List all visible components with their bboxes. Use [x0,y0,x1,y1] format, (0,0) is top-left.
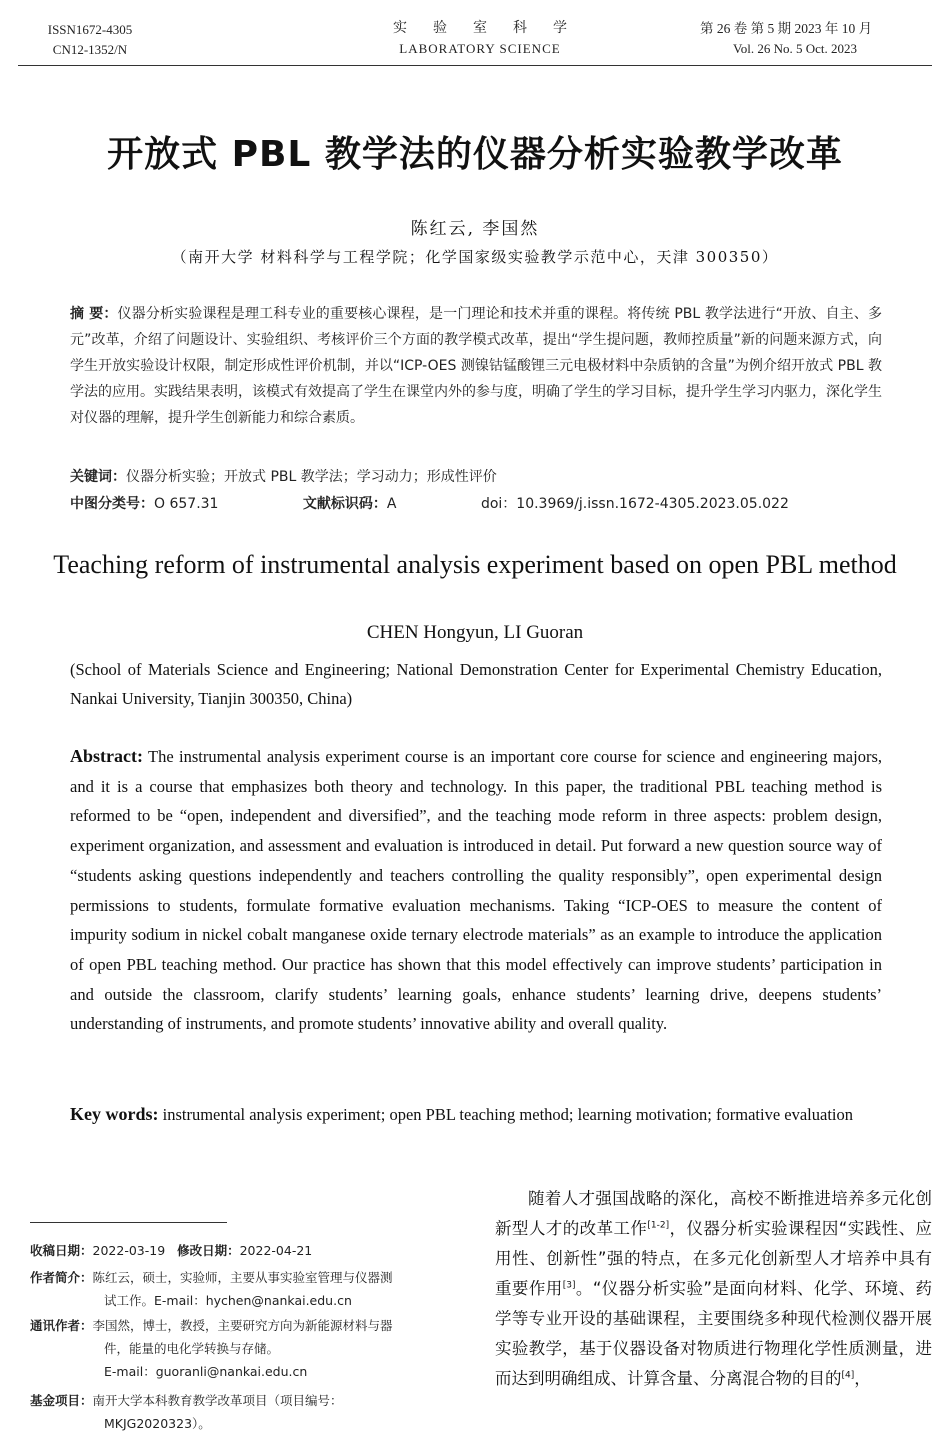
abstract-cn-text: 仪器分析实验课程是理工科专业的重要核心课程，是一门理论和技术并重的课程。将传统 PBL 教学法进行“开放、自主、多元”改革，介绍了问题设计、实验组织、考核评价三个方面的教学模式改革，提出“学生提问题，教师控质量”新的问题来源方式，向学生开放实验设计权限，制定形成性评价机制，并以“ICP-OES 测镍钴锰酸锂三元电极材料中杂质钠的含量”为例介绍开放式 PBL 教学法的应用。实践结果表明，该模式有效提高了学生在课堂内外的参与度，明确了学生的学习目标，提升学生学习内驱力，深化学生对仪器的理解，提升学生创新能力和综合素质。 [70,306,882,426]
journal-ids [38,20,142,60]
issue-info [700,19,930,59]
body-paragraph [495,1184,932,1394]
keywords-en-text: instrumental analysis experiment; open PBL teaching method; learning motivation; formative evaluation [158,1105,854,1124]
received-date: 2022-03-19 [92,1243,166,1258]
corr-line-1: 李国然，博士，教授，主要研究方向为新能源材料与器 [92,1318,393,1333]
corr-line-2: 件，能量的电化学转换与存储。 [104,1341,280,1356]
journal-name-cn: 实验室科学 [393,21,593,36]
keywords-cn-text: 仪器分析实验；开放式 PBL 教学法；学习动力；形成性评价 [126,469,497,485]
keywords-cn-label: 关键词： [70,469,126,485]
bio-label: 作者简介： [30,1270,93,1285]
fund-label: 基金项目： [30,1393,93,1408]
bio-line-1: 陈红云，硕士，实验师，主要从事实验室管理与仪器测 [92,1270,393,1285]
fund-line-1: 南开大学本科教育教学改革项目（项目编号： [92,1393,343,1408]
keywords-en [70,1100,882,1130]
affiliation-en: (School of Materials Science and Engineering; National Demonstration Center for Experimental Chemistry Education, Nankai University, Tianjin 300350, China) [70,660,882,708]
abstract-cn-label: 摘 要： [70,306,118,322]
citation-ref: [4] [841,1370,855,1381]
body-text-1: 随着人才强国战略的深化，高校不断推进培养多元化创新型人才的改革工作 [495,1189,932,1238]
cn-number: CN12-1352/N [52,42,128,57]
authors-cn: 陈红云, 李国然 [410,219,540,239]
revised-date: 2022-04-21 [239,1243,313,1258]
journal-name-en: LABORATORY SCIENCE [399,41,561,56]
bio-line-2: 试工作。E-mail：hychen@nankai.edu.cn [104,1293,352,1308]
paper-title-en: Teaching reform of instrumental analysis experiment based on open PBL method [53,550,897,579]
paper-title: 开放式 PBL 教学法的仪器分析实验教学改革 [107,134,843,175]
doc-code-label: 文献标识码： [302,496,387,512]
fund-line-2: MKJG2020323）。 [104,1416,211,1431]
doc-code-value: A [386,496,397,512]
citation-ref: [1-2] [647,1220,670,1231]
affiliation-cn: （南开大学 材料科学与工程学院；化学国家级实验教学示范中心，天津 300350） [171,248,779,266]
authors-en: CHEN Hongyun, LI Guoran [366,622,584,643]
citation-ref: [3] [562,1280,576,1291]
corr-label: 通讯作者： [30,1318,93,1333]
revised-label: 修改日期： [177,1243,240,1258]
footnote-dates [30,1239,448,1262]
clc-label: 中图分类号： [70,496,154,512]
corr-line-3: E-mail：guoranli@nankai.edu.cn [104,1364,308,1379]
issue-en: Vol. 26 No. 5 Oct. 2023 [733,41,857,56]
journal-name [330,19,630,59]
clc-value: O 657.31 [154,496,219,512]
footnote-fund [30,1389,448,1435]
doi: doi：10.3969/j.issn.1672-4305.2023.05.022 [480,496,789,512]
footnote-rule [30,1222,227,1223]
received-label: 收稿日期： [30,1243,93,1258]
body-text-4: ， [854,1369,871,1388]
abstract-cn [70,301,882,431]
keywords-en-label: Key words: [70,1104,159,1124]
abstract-en [70,742,882,1039]
keywords-cn [70,464,497,490]
body-text-2: ，仪器分析实验课程因“实践性、应用性、创新性”强的特点，在多元化创新型人才培养中具有重要作用 [495,1219,932,1298]
abstract-en-label: Abstract: [70,746,143,766]
footnote-corresponding [30,1314,448,1383]
abstract-en-text: The instrumental analysis experiment course is an important core course for science and engineering majors, and it is a course that emphasizes both theory and technology. In this paper, the traditional PBL teaching method is reformed to be “open, independent and diversified”, and the teaching mode reform in three aspects: problem design, experiment organization, and assessment and evaluation is introduced in detail. Put forward a new question source way of “students asking questions independently and teachers controlling the quality responsibly”, open experimental design permissions to students, formulate formative evaluation mechanisms. Taking “ICP-OES to measure the content of impurity sodium in nickel cobalt manganese oxide ternary electrode materials” as an example to introduce the application of open PBL teaching method. Our practice has shown that this model effectively can improve students’ participation in and outside the classroom, clarify students’ learning goals, enhance students’ learning drive, deepens students’ understanding of instruments, and promote students’ innovative ability and overall quality. [70,747,882,1034]
body-text-3: 。“仪器分析实验”是面向材料、化学、环境、药学等专业开设的基础课程，主要围绕多种现代检测仪器开展实验教学，基于仪器设备对物质进行物理化学性质测量，进而达到明确组成、计算含量、分离混合物的目的 [495,1279,932,1388]
classification [70,491,829,517]
footnote-bio [30,1266,448,1312]
issn: ISSN1672-4305 [47,22,133,37]
header-rule [18,65,932,66]
issue-cn: 第 26 卷 第 5 期 2023 年 10 月 [700,21,873,36]
